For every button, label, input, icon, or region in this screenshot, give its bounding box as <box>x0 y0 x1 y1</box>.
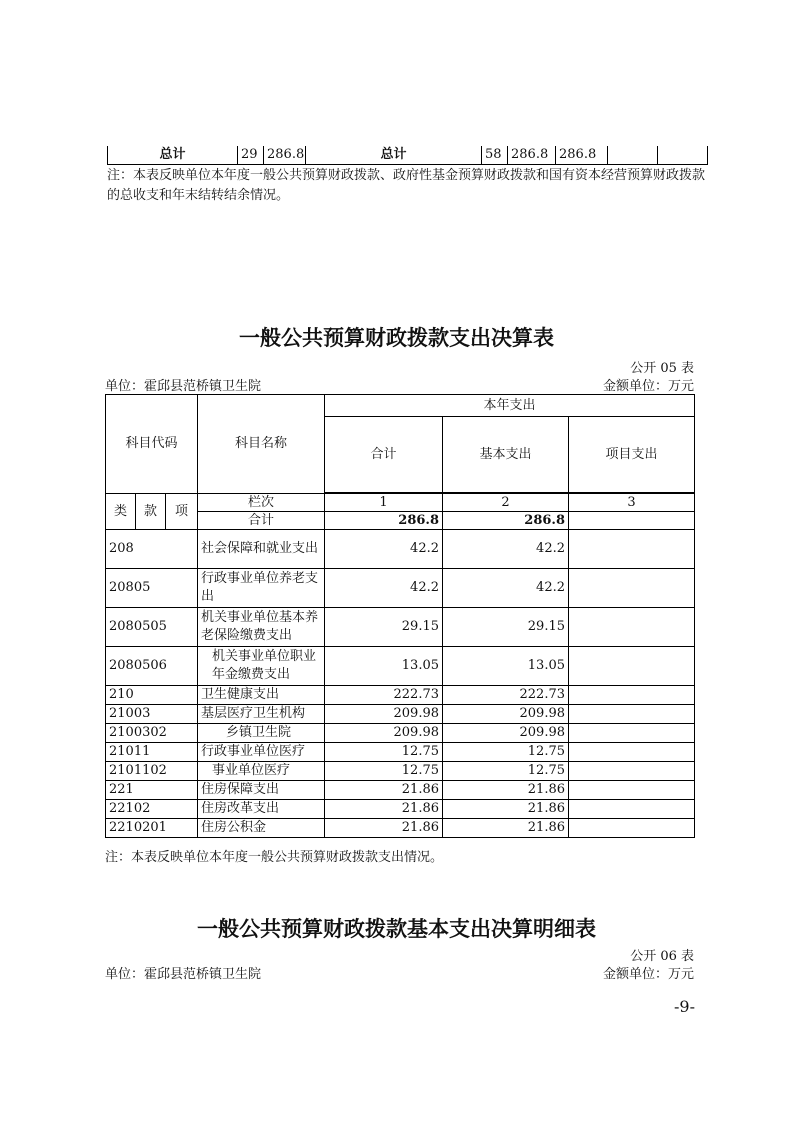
row-basic: 42.2 <box>443 569 569 608</box>
row-name: 社会保障和就业支出 <box>198 530 325 569</box>
row-code: 221 <box>106 781 198 800</box>
summary-row <box>108 146 708 164</box>
row-basic: 12.75 <box>443 743 569 762</box>
row-name: 住房保障支出 <box>198 781 325 800</box>
row-project <box>569 530 695 569</box>
row-total: 12.75 <box>325 762 443 781</box>
row-basic: 209.98 <box>443 724 569 743</box>
row-code: 2101102 <box>106 762 198 781</box>
header-xiang: 项 <box>166 494 198 530</box>
header-total: 合计 <box>325 417 443 493</box>
col-number-1: 1 <box>325 494 443 512</box>
summary-right-value1: 286.8 <box>508 146 556 164</box>
table-row <box>106 724 695 743</box>
row-basic: 13.05 <box>443 647 569 686</box>
summary-total-label-right: 总计 <box>306 146 482 164</box>
page-number: -9- <box>674 997 695 1016</box>
row-name: 行政事业单位养老支出 <box>198 569 325 608</box>
row-name: 卫生健康支出 <box>198 686 325 705</box>
col-number-3: 3 <box>569 494 695 512</box>
table05-unit: 单位：霍邱县范桥镇卫生院 <box>105 379 262 394</box>
summary-empty-cell <box>658 146 708 164</box>
header-lei: 类 <box>106 494 136 530</box>
row-total: 21.86 <box>325 781 443 800</box>
row-project <box>569 819 695 838</box>
header-current-year: 本年支出 <box>325 395 695 417</box>
summary-left-value: 286.8 <box>264 146 306 164</box>
row-name: 机关事业单位基本养老保险缴费支出 <box>198 608 325 647</box>
row-total: 13.05 <box>325 647 443 686</box>
table-row <box>106 819 695 838</box>
row-project <box>569 781 695 800</box>
heji-total: 286.8 <box>325 512 443 530</box>
row-total: 42.2 <box>325 530 443 569</box>
table06-unit: 单位：霍邱县范桥镇卫生院 <box>105 967 262 982</box>
row-name: 事业单位医疗 <box>198 762 325 781</box>
summary-left-num: 29 <box>238 146 264 164</box>
row-project <box>569 647 695 686</box>
row-project <box>569 800 695 819</box>
table05-note: 注：本表反映单位本年度一般公共预算财政拨款支出情况。 <box>105 850 444 865</box>
row-total: 42.2 <box>325 569 443 608</box>
row-total: 222.73 <box>325 686 443 705</box>
table05-code: 公开 05 表 <box>630 361 694 376</box>
row-basic: 21.86 <box>443 819 569 838</box>
row-code: 22102 <box>106 800 198 819</box>
row-basic: 209.98 <box>443 705 569 724</box>
table05-amount-unit: 金额单位：万元 <box>602 379 694 394</box>
row-project <box>569 705 695 724</box>
summary-note: 注：本表反映单位本年度一般公共预算财政拨款、政府性基金预算财政拨款和国有资本经营预算财政拨款的总收支和年末结转结余情况。 <box>107 168 706 203</box>
row-code: 210 <box>106 686 198 705</box>
summary-total-label-left: 总计 <box>108 146 238 164</box>
table-row <box>106 781 695 800</box>
table-row <box>106 800 695 819</box>
row-code: 20805 <box>106 569 198 608</box>
row-basic: 29.15 <box>443 608 569 647</box>
heji-label: 合计 <box>198 512 325 530</box>
table-row <box>106 608 695 647</box>
table-row <box>106 647 695 686</box>
table-row <box>106 569 695 608</box>
row-project <box>569 569 695 608</box>
header-lanci: 栏次 <box>198 494 325 512</box>
row-project <box>569 762 695 781</box>
table-row <box>106 530 695 569</box>
col-number-2: 2 <box>443 494 569 512</box>
row-name: 住房公积金 <box>198 819 325 838</box>
row-code: 2100302 <box>106 724 198 743</box>
table06-title: 一般公共预算财政拨款基本支出决算明细表 <box>197 917 596 941</box>
row-basic: 12.75 <box>443 762 569 781</box>
table-row <box>106 686 695 705</box>
header-project: 项目支出 <box>569 417 695 493</box>
table05 <box>105 394 695 838</box>
table06-amount-unit: 金额单位：万元 <box>602 967 694 982</box>
row-total: 21.86 <box>325 819 443 838</box>
row-project <box>569 686 695 705</box>
row-total: 209.98 <box>325 724 443 743</box>
row-code: 2080505 <box>106 608 198 647</box>
summary-right-num: 58 <box>482 146 508 164</box>
header-basic: 基本支出 <box>443 417 569 493</box>
header-subject-code: 科目代码 <box>106 395 198 494</box>
table05-title: 一般公共预算财政拨款支出决算表 <box>239 326 554 350</box>
row-basic: 222.73 <box>443 686 569 705</box>
row-code: 2080506 <box>106 647 198 686</box>
row-code: 2210201 <box>106 819 198 838</box>
row-project <box>569 743 695 762</box>
row-total: 21.86 <box>325 800 443 819</box>
table-row <box>106 743 695 762</box>
row-name: 机关事业单位职业年金缴费支出 <box>198 647 325 686</box>
table-row <box>106 705 695 724</box>
row-name: 行政事业单位医疗 <box>198 743 325 762</box>
row-total: 12.75 <box>325 743 443 762</box>
table-row <box>106 762 695 781</box>
row-code: 21003 <box>106 705 198 724</box>
heji-project <box>569 512 695 530</box>
row-basic: 42.2 <box>443 530 569 569</box>
row-project <box>569 724 695 743</box>
table06-code: 公开 06 表 <box>630 949 694 964</box>
summary-empty-cell <box>608 146 658 164</box>
row-basic: 21.86 <box>443 800 569 819</box>
header-row-1 <box>106 395 695 417</box>
row-name: 住房改革支出 <box>198 800 325 819</box>
header-kuan: 款 <box>136 494 166 530</box>
row-basic: 21.86 <box>443 781 569 800</box>
row-total: 209.98 <box>325 705 443 724</box>
row-project <box>569 608 695 647</box>
summary-right-value2: 286.8 <box>556 146 608 164</box>
summary-row-table <box>107 146 708 165</box>
heji-basic: 286.8 <box>443 512 569 530</box>
row-total: 29.15 <box>325 608 443 647</box>
header-subject-name: 科目名称 <box>198 395 325 494</box>
row-code: 208 <box>106 530 198 569</box>
row-code: 21011 <box>106 743 198 762</box>
row-name: 基层医疗卫生机构 <box>198 705 325 724</box>
lanci-row <box>106 494 695 512</box>
row-name: 乡镇卫生院 <box>198 724 325 743</box>
